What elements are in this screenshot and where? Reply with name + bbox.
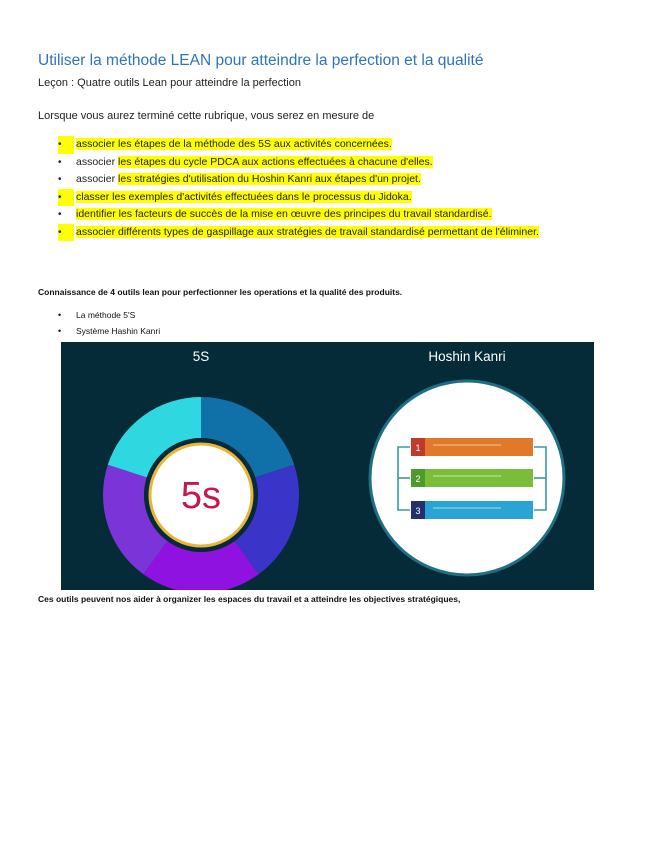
objective-highlight: associer les étapes de la méthode des 5S aux activités concernées. [76,138,392,150]
row-number: 3 [415,506,421,516]
row-number: 1 [415,443,421,453]
center-label: 5s [180,475,222,517]
row-number: 2 [415,474,421,484]
page-title: Utiliser la méthode LEAN pour atteindre la perfection et la qualité [38,52,484,69]
tool-label: Système Hashin Kanri [76,326,161,336]
list-item [38,136,638,154]
bullet-icon: • [58,310,62,320]
objective-plain: associer [76,155,119,168]
section-text: Connaissance de 4 outils lean pour perfectionner les operations et la qualité des produits. [38,287,403,297]
bullet-icon: • [58,136,74,154]
list-item [38,171,638,189]
list-item [38,307,160,323]
objectives-list [38,136,638,241]
objective-highlight: les stratégies d'utilisation du Hoshin Kanri aux étapes d'un projet. [118,173,421,185]
left-title: 5S [192,349,210,364]
bullet-icon: • [58,156,62,168]
list-item [38,224,638,242]
intro-text: Lorsque vous aurez terminé cette rubrique, vous serez en mesure de [38,110,375,122]
bullet-icon: • [58,224,74,242]
objective-highlight: les étapes du cycle PDCA aux actions effectuées à chacune d'elles. [118,155,433,168]
objective-highlight: classer les exemples d'activités effectuées dans le processus du Jidoka. [76,190,412,203]
bullet-icon: • [58,209,62,220]
row-bar [425,501,533,519]
lesson-subtitle: Leçon : Quatre outils Lean pour atteindre la perfection [38,77,301,89]
bullet-icon: • [58,326,62,336]
caption-text: Ces outils peuvent nos aider à organizer les espaces du travail et a atteindre les objectives stratégiques, [38,594,461,604]
bullet-icon: • [58,174,62,185]
row-bar [425,469,533,487]
donut-5s [103,397,299,590]
figure-svg [61,342,594,590]
objective-highlight: identifier les facteurs de succès de la mise en œuvre des principes du travail standardisé. [76,208,492,220]
lean-tools-figure [61,342,594,590]
list-item [38,189,638,207]
row-bar [425,438,533,456]
tool-label: La méthode 5'S [76,310,136,320]
bullet-icon: • [58,189,74,207]
objective-plain: associer [76,173,119,185]
hoshin-kanri-diagram [370,381,564,575]
right-title: Hoshin Kanri [428,349,506,364]
list-item [38,154,638,172]
tools-list [38,307,160,339]
objective-highlight: associer différents types de gaspillage aux stratégies de travail standardisé permettant de l'éliminer. [76,225,539,238]
list-item [38,323,160,339]
list-item [38,206,638,224]
